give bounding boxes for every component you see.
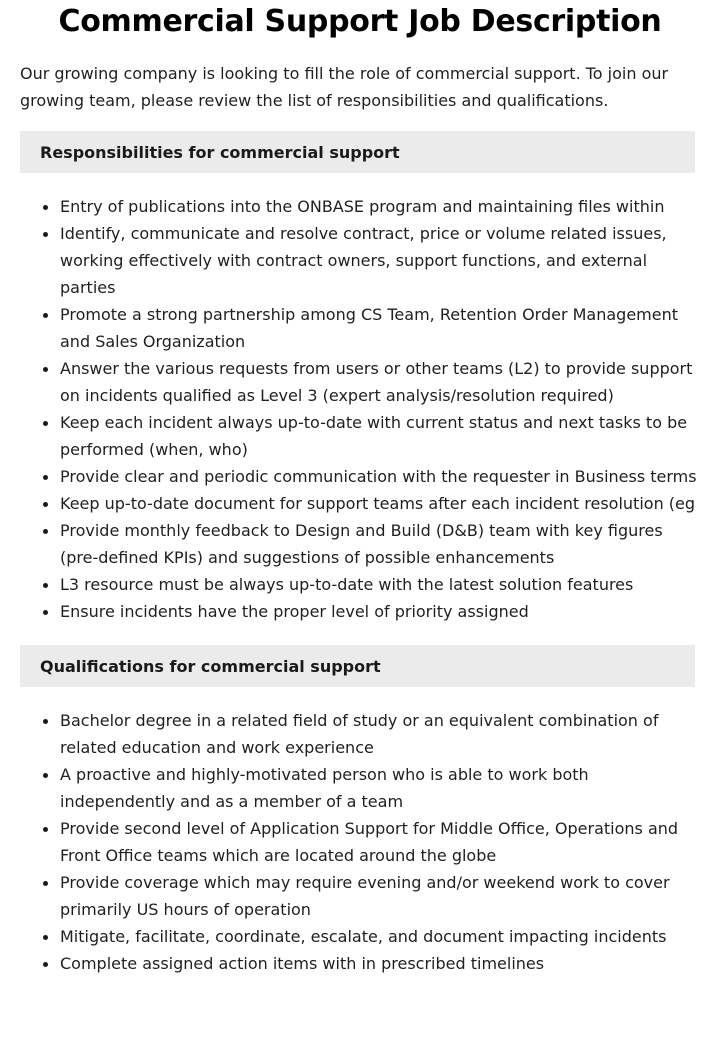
list-item-text: Answer the various requests from users or other teams (L2) to provide support on incidents qualified as Level 3 (expert analysis/resolution required) xyxy=(60,359,693,405)
qualifications-list xyxy=(20,707,700,977)
list-item xyxy=(20,707,700,761)
qualifications-heading-label: Qualifications for commercial support xyxy=(40,656,381,676)
list-item-text: Promote a strong partnership among CS Team, Retention Order Management and Sales Organization xyxy=(60,305,679,351)
bullet-icon xyxy=(43,205,48,210)
bullet-icon xyxy=(43,367,48,372)
list-item-text: L3 resource must be always up-to-date with the latest solution features xyxy=(60,575,634,594)
list-item-text: Complete assigned action items with in prescribed timelines xyxy=(60,954,545,973)
bullet-icon xyxy=(43,935,48,940)
list-item xyxy=(20,761,700,815)
bullet-icon xyxy=(43,502,48,507)
list-item xyxy=(20,517,700,571)
list-item xyxy=(20,490,700,517)
list-item-text: Keep up-to-date document for support teams after each incident resolution (eg xyxy=(60,494,696,513)
responsibilities-list xyxy=(20,193,700,625)
list-item xyxy=(20,815,700,869)
bullet-icon xyxy=(43,583,48,588)
list-item-text: Ensure incidents have the proper level of priority assigned xyxy=(60,602,529,621)
list-item xyxy=(20,301,700,355)
bullet-icon xyxy=(43,962,48,967)
list-item-text: Provide second level of Application Support for Middle Office, Operations and Front Office teams which are located around the globe xyxy=(60,819,679,865)
list-item xyxy=(20,598,700,625)
bullet-icon xyxy=(43,313,48,318)
list-item xyxy=(20,869,700,923)
list-item xyxy=(20,193,700,220)
qualifications-heading xyxy=(20,645,695,687)
bullet-icon xyxy=(43,232,48,237)
list-item-text: A proactive and highly-motivated person who is able to work both independently and as a member of a team xyxy=(60,765,589,811)
list-item-text: Keep each incident always up-to-date with current status and next tasks to be performed (when, who) xyxy=(60,413,688,459)
list-item-text: Provide clear and periodic communication with the requester in Business terms xyxy=(60,467,697,486)
list-item xyxy=(20,463,700,490)
list-item xyxy=(20,571,700,598)
bullet-icon xyxy=(43,475,48,480)
bullet-icon xyxy=(43,529,48,534)
list-item xyxy=(20,950,700,977)
list-item-text: Entry of publications into the ONBASE program and maintaining files within xyxy=(60,197,665,216)
page-title: Commercial Support Job Description xyxy=(58,4,662,39)
bullet-icon xyxy=(43,827,48,832)
list-item-text: Provide monthly feedback to Design and Build (D&B) team with key figures (pre-defined KPIs) and suggestions of possible enhancements xyxy=(60,521,663,567)
bullet-icon xyxy=(43,881,48,886)
list-item xyxy=(20,923,700,950)
bullet-icon xyxy=(43,719,48,724)
bullet-icon xyxy=(43,610,48,615)
list-item xyxy=(20,409,700,463)
list-item xyxy=(20,220,700,301)
list-item xyxy=(20,355,700,409)
bullet-icon xyxy=(43,421,48,426)
list-item-text: Mitigate, facilitate, coordinate, escalate, and document impacting incidents xyxy=(60,927,667,946)
responsibilities-heading xyxy=(20,131,695,173)
list-item-text: Identify, communicate and resolve contract, price or volume related issues, working effectively with contract owners, support functions, and external parties xyxy=(60,224,667,297)
list-item-text: Provide coverage which may require evening and/or weekend work to cover primarily US hours of operation xyxy=(60,873,670,919)
bullet-icon xyxy=(43,773,48,778)
responsibilities-heading-label: Responsibilities for commercial support xyxy=(40,142,400,162)
intro-paragraph: Our growing company is looking to fill the role of commercial support. To join our growing team, please review the list of responsibilities and qualifications. xyxy=(20,64,669,110)
list-item-text: Bachelor degree in a related field of study or an equivalent combination of related education and work experience xyxy=(60,711,659,757)
